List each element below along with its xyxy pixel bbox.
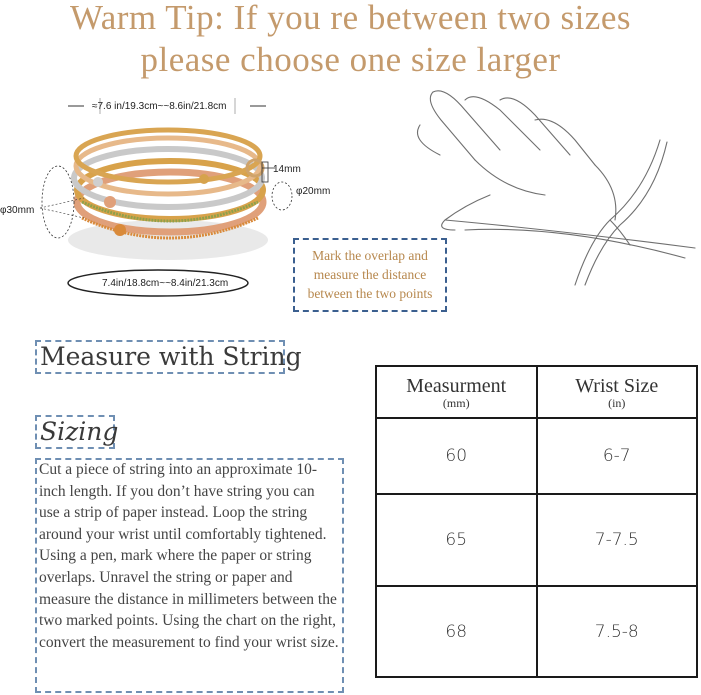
table-row — [376, 494, 697, 586]
header-measurement-label: Measurment — [406, 375, 507, 397]
cell-mm: 68 — [376, 586, 537, 677]
table-row — [376, 418, 697, 494]
callout-box — [293, 238, 447, 312]
sizing-title-box — [35, 415, 119, 449]
callout-line-1: Mark the overlap and — [312, 248, 428, 263]
header-wrist-size-unit: (in) — [608, 396, 626, 410]
bangle-product-image — [0, 90, 300, 310]
size-chart-table — [375, 365, 698, 678]
table-header-row — [376, 366, 697, 418]
header-wrist-size-label: Wrist Size — [575, 375, 659, 397]
cell-mm: 65 — [376, 494, 537, 586]
hand-drawing — [405, 80, 701, 290]
height-label: 14mm — [273, 164, 301, 175]
header-wrist-size — [537, 366, 698, 418]
measure-title: Measure with String — [40, 342, 302, 371]
warm-tip-line-1: Warm Tip: If you re between two sizes — [70, 0, 631, 37]
warm-tip-line-2: please choose one size larger — [140, 40, 561, 79]
left-diameter-label: φ30mm — [0, 205, 35, 216]
bangle-illustration — [0, 90, 300, 310]
header-measurement-unit: (mm) — [442, 396, 470, 410]
table-row — [376, 586, 697, 677]
hand-sketch-image — [405, 80, 701, 290]
cell-in: 6-7 — [537, 418, 698, 494]
cell-in: 7-7.5 — [537, 494, 698, 586]
bottom-dimension-label: 7.4in/18.8cm~~8.4in/21.3cm — [102, 278, 229, 289]
sizing-title: Sizing — [40, 417, 119, 446]
top-dimension-label: ≈7.6 in/19.3cm~~8.6in/21.8cm — [92, 101, 227, 112]
callout-line-2: measure the distance — [313, 267, 427, 282]
right-diameter-label: φ20mm — [296, 186, 331, 197]
callout-text — [295, 246, 445, 303]
cell-in: 7.5-8 — [537, 586, 698, 677]
cell-mm: 60 — [376, 418, 537, 494]
sizing-instructions-box — [35, 458, 344, 693]
header-measurement — [376, 366, 537, 418]
sizing-instructions-text: Cut a piece of string into an approximate 10-inch length. If you don’t have string you can use a strip of paper instead. Loop the string around your wrist until comfortably tightened. Using a pen, mark where the paper or string overlaps. Unravel the string or paper and measure the distance in millimeters between the two marked points. Using the chart on the right, convert the measurement to find your wrist size. — [39, 461, 339, 651]
callout-line-3: between the two points — [307, 286, 433, 301]
measure-title-box — [35, 340, 302, 374]
